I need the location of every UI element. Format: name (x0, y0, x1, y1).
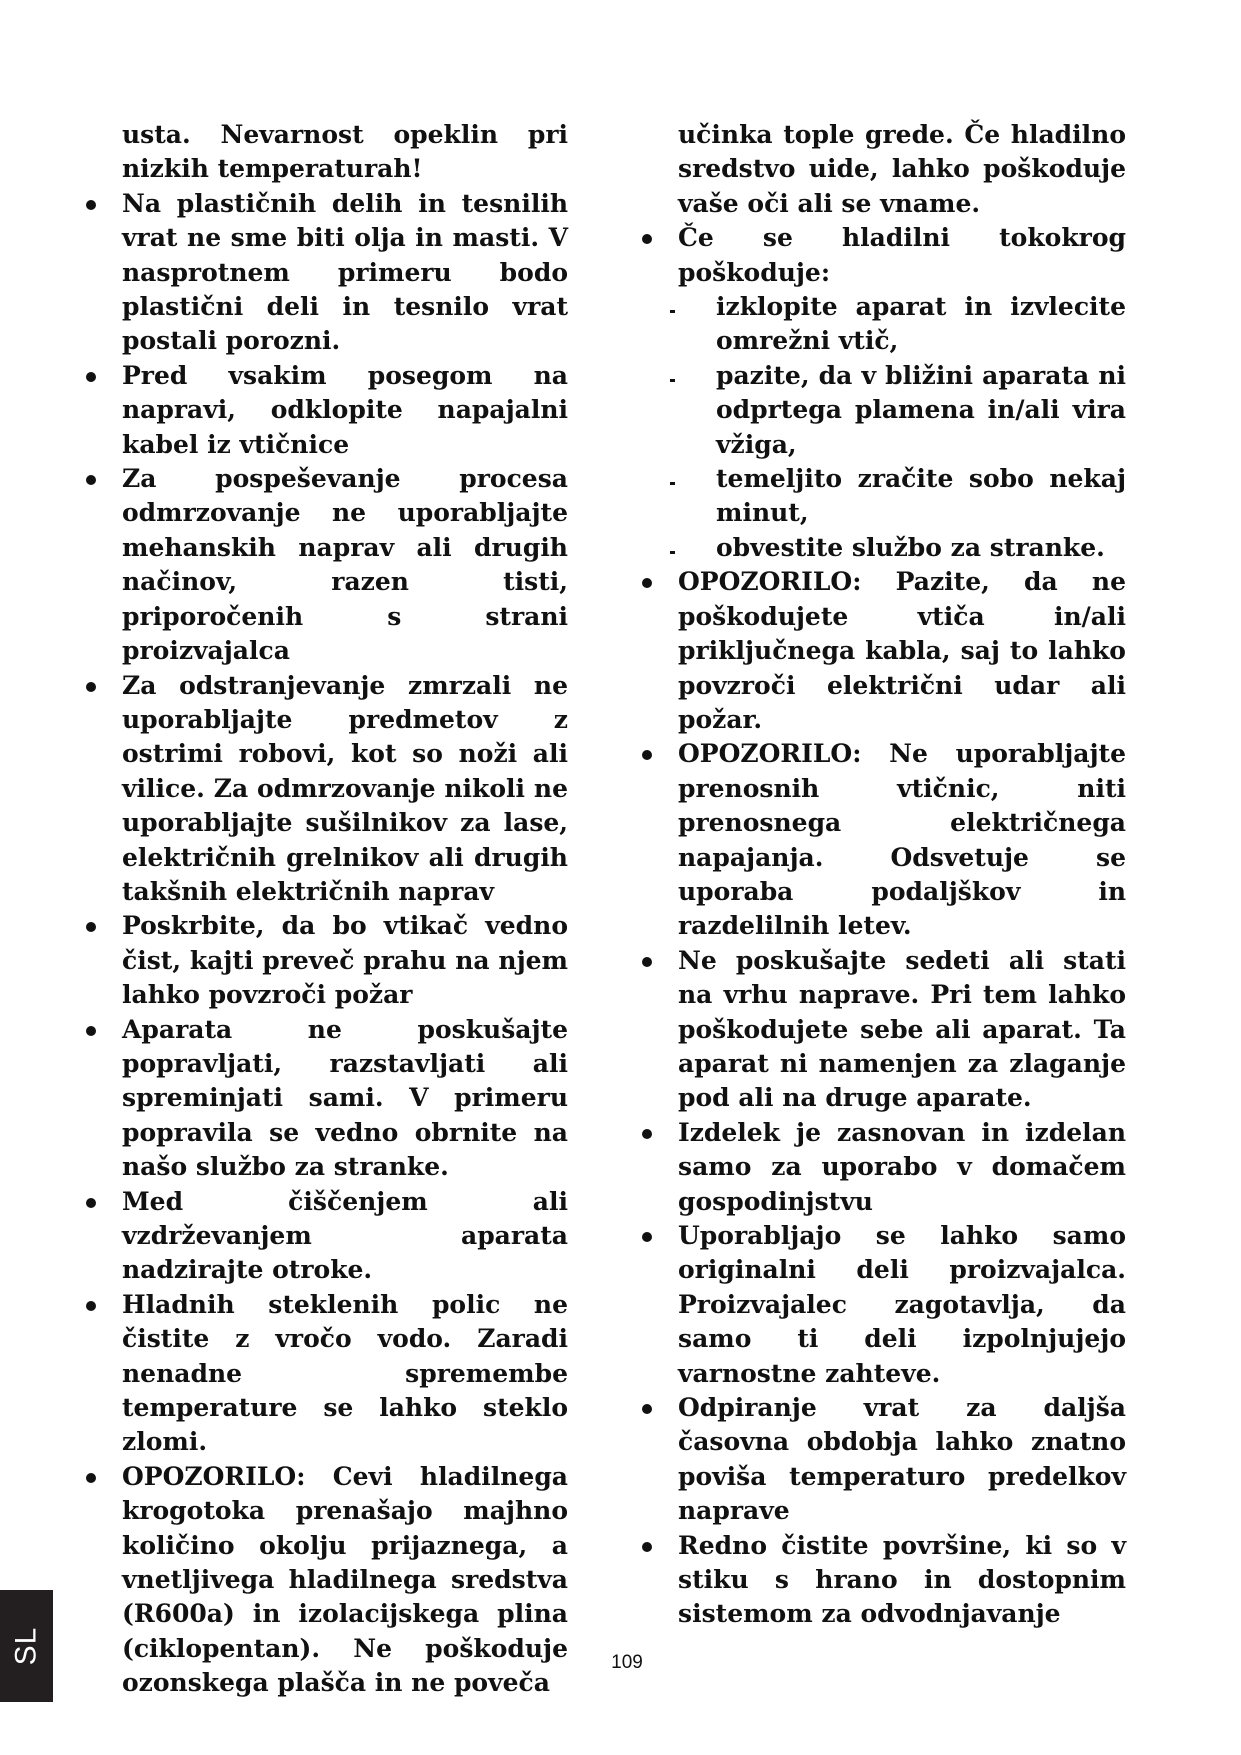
bullet-icon (86, 1473, 96, 1483)
left-column (122, 118, 568, 1701)
list-item: Hladnih steklenih polic ne čistite z vročo vodo. Zaradi nenadne spremembe temperature se lahko steklo zlomi. (122, 1288, 568, 1460)
circuit-damage-item: Če se hladilni tokokrog poškoduje: (678, 221, 1126, 290)
language-tab (0, 1590, 53, 1702)
dash-icon (670, 482, 675, 485)
right-column (678, 118, 1126, 1632)
sub-list-item: pazite, da v bližini aparata ni odprtega plamena in/ali vira vžiga, (716, 359, 1126, 462)
bullet-icon (86, 475, 96, 485)
language-tab-label: SL (9, 1626, 43, 1666)
warning-item: OPOZORILO: Pazite, da ne poškodujete vtiča in/ali priključnega kabla, saj to lahko povzroči električni udar ali požar. (678, 565, 1126, 737)
bullet-icon (86, 682, 96, 692)
bullet-icon (642, 1542, 652, 1552)
bullet-icon (642, 1232, 652, 1242)
dash-icon (670, 379, 675, 382)
bullet-icon (642, 234, 652, 244)
sub-list-item: temeljito zračite sobo nekaj minut, (716, 462, 1126, 531)
list-item: Odpiranje vrat za daljša časovna obdobja lahko znatno poviša temperaturo predelkov naprave (678, 1391, 1126, 1529)
list-item: Pred vsakim posegom na napravi, odklopite napajalni kabel iz vtičnice (122, 359, 568, 462)
list-item: Redno čistite površine, ki so v stiku s hrano in dostopnim sistemom za odvodnjavanje (678, 1529, 1126, 1632)
page-number: 109 (611, 1652, 643, 1673)
bullet-icon (86, 1198, 96, 1208)
list-item: Med čiščenjem ali vzdrževanjem aparata nadzirajte otroke. (122, 1185, 568, 1288)
list-item: Poskrbite, da bo vtikač vedno čist, kajti preveč prahu na njem lahko povzroči požar (122, 909, 568, 1012)
sub-list-item: obvestite službo za stranke. (716, 531, 1126, 565)
bullet-icon (86, 1026, 96, 1036)
bullet-icon (86, 200, 96, 210)
bullet-icon (86, 922, 96, 932)
bullet-icon (642, 1404, 652, 1414)
warning-item: OPOZORILO: Cevi hladilnega krogotoka prenašajo majhno količino okolju prijaznega, a vnetljivega hladilnega sredstva (R600a) in izolacijskega plina (ciklopentan). Ne poškoduje ozonskega plašča in ne poveča (122, 1460, 568, 1701)
bullet-icon (642, 578, 652, 588)
list-item: Ne poskušajte sedeti ali stati na vrhu naprave. Pri tem lahko poškodujete sebe ali aparat. Ta aparat ni namenjen za zlaganje pod ali na druge aparate. (678, 944, 1126, 1116)
list-item: Aparata ne poskušajte popravljati, razstavljati ali spreminjati sami. V primeru popravila se vedno obrnite na našo službo za stranke. (122, 1013, 568, 1185)
list-item: Uporabljajo se lahko samo originalni deli proizvajalca. Proizvajalec zagotavlja, da samo ti deli izpolnjujejo varnostne zahteve. (678, 1219, 1126, 1391)
dash-icon (670, 310, 675, 313)
bullet-icon (86, 1301, 96, 1311)
continuation-text: usta. Nevarnost opeklin pri nizkih temperaturah! (122, 120, 568, 184)
bullet-icon (642, 957, 652, 967)
bullet-icon (642, 750, 652, 760)
bullet-icon (86, 372, 96, 382)
bullet-icon (642, 1129, 652, 1139)
continuation-text: učinka tople grede. Če hladilno sredstvo uide, lahko poškoduje vaše oči ali se vname. (678, 120, 1126, 218)
list-item: Za pospeševanje procesa odmrzovanje ne uporabljajte mehanskih naprav ali drugih načinov, razen tisti, priporočenih s strani proizvajalca (122, 462, 568, 668)
list-item: Na plastičnih delih in tesnilih vrat ne sme biti olja in masti. V nasprotnem primeru bodo plastični deli in tesnilo vrat postali porozni. (122, 187, 568, 359)
sub-list-item: izklopite aparat in izvlecite omrežni vtič, (716, 290, 1126, 359)
list-item: Izdelek je zasnovan in izdelan samo za uporabo v domačem gospodinjstvu (678, 1116, 1126, 1219)
dash-icon (670, 551, 675, 554)
list-item: Za odstranjevanje zmrzali ne uporabljajte predmetov z ostrimi robovi, kot so noži ali vilice. Za odmrzovanje nikoli ne uporabljajte sušilnikov za lase, električnih grelnikov ali drugih takšnih električnih naprav (122, 669, 568, 910)
warning-item: OPOZORILO: Ne uporabljajte prenosnih vtičnic, niti prenosnega električnega napajanja. Odsvetuje se uporaba podaljškov in razdelilnih letev. (678, 737, 1126, 943)
